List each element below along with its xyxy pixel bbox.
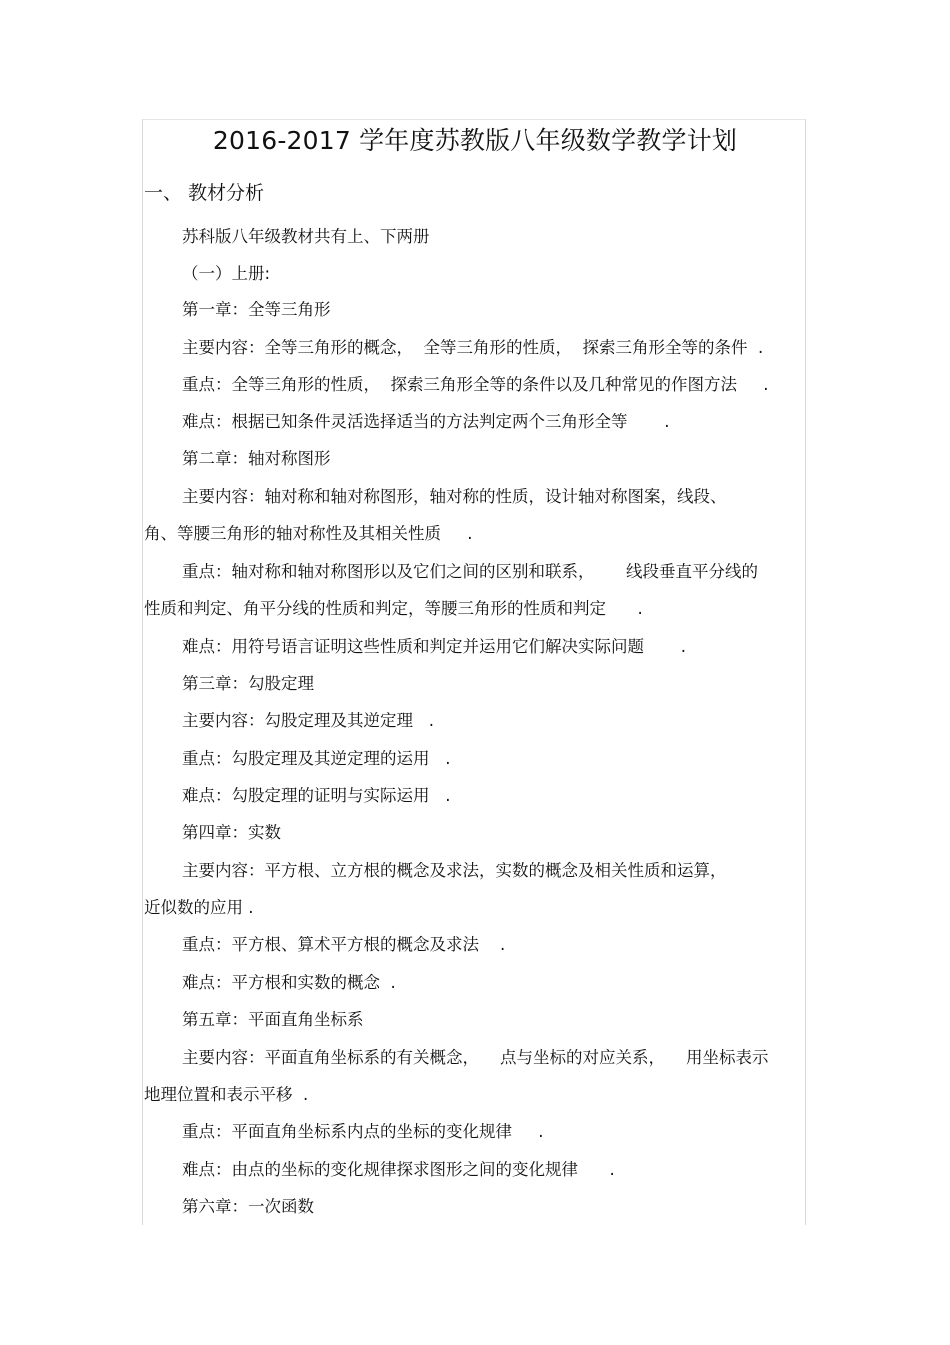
text-line: 第五章：平面直角坐标系 <box>182 1010 364 1029</box>
text-line: 地理位置和表示平移 . <box>144 1085 309 1104</box>
document-title: 2016-2017 学年度苏教版八年级数学教学计划 <box>212 126 738 155</box>
section-heading: 一、 教材分析 <box>144 182 265 204</box>
text-line: 难点：勾股定理的证明与实际运用 . <box>182 786 451 805</box>
text-line: 难点：根据已知条件灵活选择适当的方法判定两个三角形全等 . <box>182 412 670 431</box>
text-line: （一）上册: <box>182 264 271 283</box>
text-line: 重点：平面直角坐标系内点的坐标的变化规律 . <box>182 1122 544 1141</box>
text-line: 主要内容：勾股定理及其逆定理 . <box>182 711 434 730</box>
text-line: 近似数的应用 . <box>144 898 254 917</box>
text-line: 难点：由点的坐标的变化规律探求图形之间的变化规律 . <box>182 1160 615 1179</box>
text-line: 重点：平方根、算术平方根的概念及求法 . <box>182 935 506 954</box>
text-line: 主要内容：平面直角坐标系的有关概念， 点与坐标的对应关系， 用坐标表示 <box>182 1048 769 1067</box>
text-line: 第二章：轴对称图形 <box>182 449 331 468</box>
text-line: 重点：全等三角形的性质， 探索三角形全等的条件以及几种常见的作图方法 . <box>182 375 769 394</box>
text-line: 第六章：一次函数 <box>182 1197 314 1216</box>
text-line: 主要内容：平方根、立方根的概念及求法，实数的概念及相关性质和运算， <box>182 861 727 880</box>
text-line: 第三章：勾股定理 <box>182 674 314 693</box>
text-line: 性质和判定、角平分线的性质和判定，等腰三角形的性质和判定 . <box>144 599 643 618</box>
text-line: 重点：勾股定理及其逆定理的运用 . <box>182 749 451 768</box>
text-line: 重点：轴对称和轴对称图形以及它们之间的区别和联系， 线段垂直平分线的 <box>182 562 758 581</box>
text-line: 第四章：实数 <box>182 823 281 842</box>
text-line: 苏科版八年级教材共有上、下两册 <box>182 227 430 246</box>
text-line: 角、等腰三角形的轴对称性及其相关性质 . <box>144 524 473 543</box>
text-line: 难点：用符号语言证明这些性质和判定并运用它们解决实际问题 . <box>182 637 686 656</box>
text-line: 主要内容：轴对称和轴对称图形，轴对称的性质，设计轴对称图案，线段、 <box>182 487 727 506</box>
text-line: 主要内容：全等三角形的概念， 全等三角形的性质， 探索三角形全等的条件 . <box>182 338 764 357</box>
text-line: 难点：平方根和实数的概念 . <box>182 973 396 992</box>
text-line: 第一章：全等三角形 <box>182 300 331 319</box>
